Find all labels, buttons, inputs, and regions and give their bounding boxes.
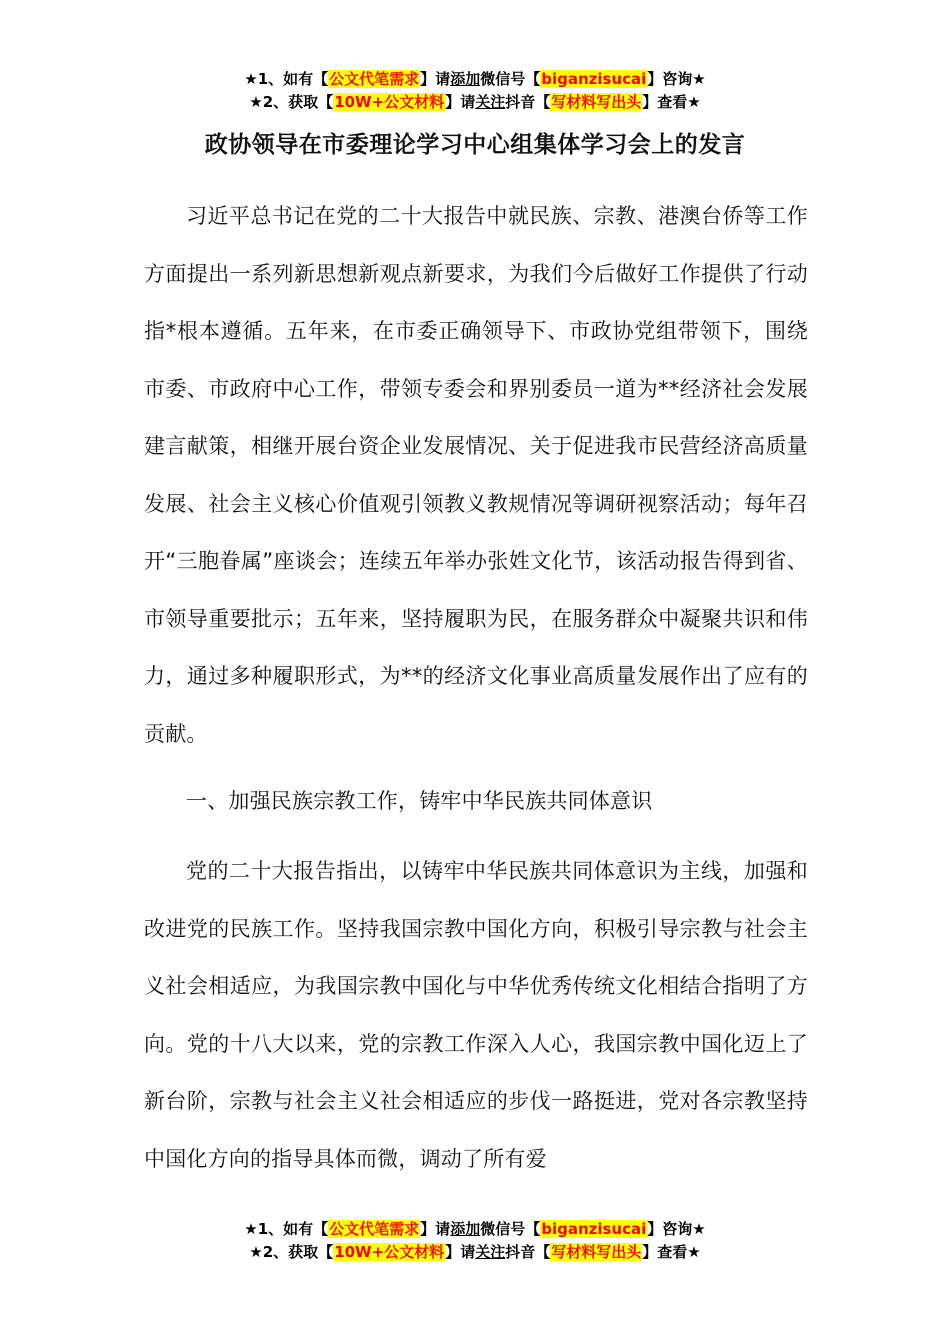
promo-text: 抖音【 xyxy=(505,1243,551,1261)
promo-underline: 添加 xyxy=(450,70,481,88)
promo-text: 】查看★ xyxy=(642,1243,701,1261)
promo-line-1 xyxy=(0,1218,950,1241)
promo-text: 抖音【 xyxy=(505,93,551,111)
promo-text: 】咨询★ xyxy=(647,70,706,88)
promo-highlight: biganzisucai xyxy=(541,70,647,88)
promo-text: ★1、如有【 xyxy=(244,1220,329,1238)
promo-underline: 关注 xyxy=(475,93,506,111)
promo-underline: 添加 xyxy=(450,1220,481,1238)
promo-text: 】查看★ xyxy=(642,93,701,111)
promo-line-1 xyxy=(0,68,950,91)
promo-text: 】请 xyxy=(445,1243,476,1261)
promo-line-2 xyxy=(0,91,950,114)
promo-highlight: 10W+公文材料 xyxy=(334,1243,445,1261)
promo-text: ★1、如有【 xyxy=(244,70,329,88)
promo-banner-top xyxy=(0,68,950,114)
promo-text: ★2、获取【 xyxy=(249,93,334,111)
promo-text: 】咨询★ xyxy=(647,1220,706,1238)
promo-text: 微信号【 xyxy=(480,70,541,88)
document-title: 政协领导在市委理论学习中心组集体学习会上的发言 xyxy=(204,132,746,158)
promo-highlight: biganzisucai xyxy=(541,1220,647,1238)
body-paragraph: 党的二十大报告指出，以铸牢中华民族共同体意识为主线，加强和改进党的民族工作。坚持我国宗教中国化方向，积极引导宗教与社会主义社会相适应，为我国宗教中国化与中华优秀传统文化相结合指明了方向。党的十八大以来，党的宗教工作深入人心，我国宗教中国化迈上了新台阶，宗教与社会主义社会相适应的步伐一路挺进，党对各宗教坚持中国化方向的指导具体而微，调动了所有爱 xyxy=(144,859,808,1171)
promo-text: 微信号【 xyxy=(480,1220,541,1238)
promo-text: 】请 xyxy=(420,70,451,88)
promo-highlight: 公文代笔需求 xyxy=(329,70,420,88)
promo-highlight: 10W+公文材料 xyxy=(334,93,445,111)
promo-banner-bottom xyxy=(0,1218,950,1264)
section-heading: 一、加强民族宗教工作，铸牢中华民族共同体意识 xyxy=(186,789,653,813)
promo-underline: 关注 xyxy=(475,1243,506,1261)
promo-highlight: 写材料写出头 xyxy=(551,1243,642,1261)
promo-highlight: 公文代笔需求 xyxy=(329,1220,420,1238)
promo-text: 】请 xyxy=(445,93,476,111)
promo-text: 】请 xyxy=(420,1220,451,1238)
promo-line-2 xyxy=(0,1241,950,1264)
promo-text: ★2、获取【 xyxy=(249,1243,334,1261)
promo-highlight: 写材料写出头 xyxy=(551,93,642,111)
body-paragraph: 习近平总书记在党的二十大报告中就民族、宗教、港澳台侨等工作方面提出一系列新思想新观点新要求，为我们今后做好工作提供了行动指*根本遵循。五年来，在市委正确领导下、市政协党组带领下，围绕市委、市政府中心工作，带领专委会和界别委员一道为**经济社会发展建言献策，相继开展台资企业发展情况、关于促进我市民营经济高质量发展、社会主义核心价值观引领教义教规情况等调研视察活动；每年召开“三胞眷属”座谈会；连续五年举办张姓文化节，该活动报告得到省、市领导重要批示；五年来，坚持履职为民，在服务群众中凝聚共识和伟力，通过多种履职形式，为**的经济文化事业高质量发展作出了应有的贡献。 xyxy=(144,204,808,746)
